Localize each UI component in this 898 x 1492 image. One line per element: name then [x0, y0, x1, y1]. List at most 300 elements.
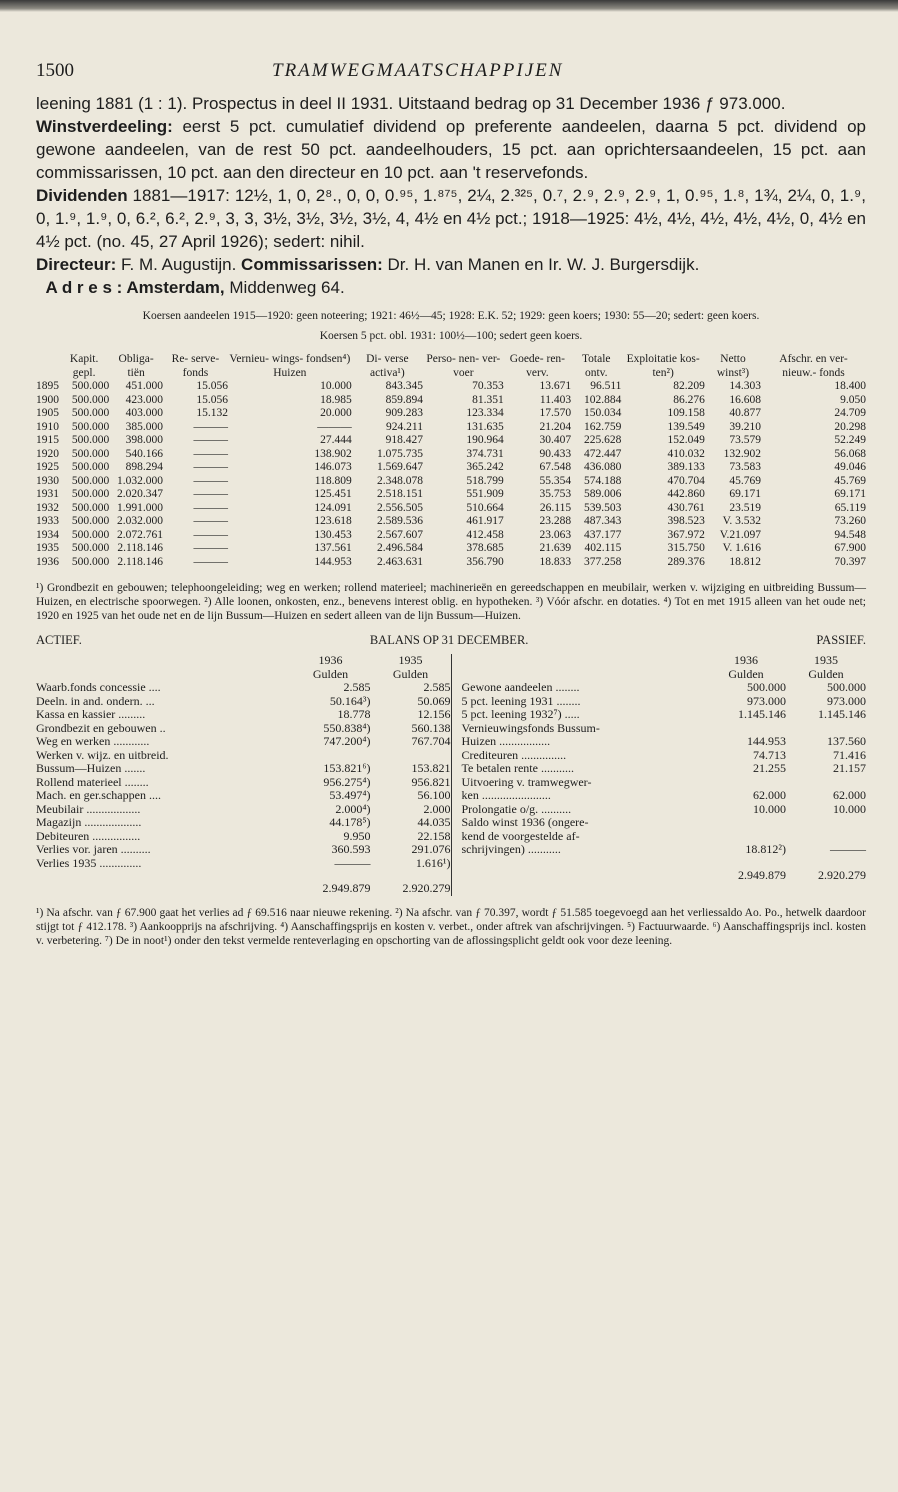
table-cell: 461.917: [466, 515, 504, 527]
column-header: Perso- nen- ver- voer: [426, 353, 501, 379]
table-cell: 65.119: [834, 501, 866, 514]
value-1936: 18.812²): [745, 842, 786, 856]
item-label: Huizen .................: [461, 734, 551, 748]
passief-row: [462, 695, 867, 709]
actief-row: [36, 816, 451, 830]
dividends-label: Dividenden: [36, 186, 128, 205]
address-text: Middenweg 64.: [224, 278, 345, 297]
table-cell: 49.046: [834, 461, 866, 473]
value-1935: 153.821: [411, 761, 451, 775]
value-1936: 956.275⁴): [323, 774, 371, 789]
value-1936: 2.585: [343, 680, 371, 694]
table-cell: 403.000: [125, 407, 163, 419]
unit-header: Gulden: [728, 666, 764, 681]
table-cell: 15.056: [196, 380, 228, 392]
table-cell: ———: [193, 488, 228, 500]
table-cell: 2.567.607: [376, 528, 423, 541]
table-cell: 132.902: [723, 447, 762, 460]
table-cell: ———: [193, 501, 228, 514]
table-cell: 918.427: [385, 434, 423, 446]
value-1935: [786, 830, 866, 844]
table-cell: 17.570: [539, 407, 572, 419]
item-label: Bussum—Huizen .......: [36, 761, 146, 775]
item-label: ken .......................: [461, 788, 551, 802]
table-row: [36, 502, 866, 516]
item-label: Verlies vor. jaren ..........: [36, 842, 151, 856]
table-cell: 21.204: [539, 420, 572, 433]
table-cell: 137.561: [314, 542, 352, 554]
table-cell: 2.496.584: [376, 542, 423, 554]
table-cell: 18.400: [834, 380, 866, 392]
profit-distribution-label: Winstverdeeling:: [36, 117, 173, 136]
actief-row: [36, 762, 451, 776]
actief-row: [36, 749, 451, 763]
table-cell: 470.704: [667, 474, 705, 487]
item-label: Rollend materieel ........: [36, 774, 149, 789]
passief-row: [462, 776, 867, 790]
table-cell: 90.433: [539, 447, 572, 460]
item-label: Verlies 1935 ..............: [36, 855, 142, 870]
value-1936: 62.000: [753, 788, 786, 802]
table-cell: 26.115: [539, 501, 572, 514]
table-cell: 35.753: [539, 488, 572, 500]
table-cell: 86.276: [673, 393, 705, 406]
table-cell: 423.000: [125, 393, 163, 406]
table-row: [36, 461, 866, 475]
table-cell: 1934: [36, 528, 59, 541]
table-cell: 410.032: [667, 447, 705, 460]
table-cell: 412.458: [466, 528, 504, 541]
column-header: Re- serve- fonds: [171, 353, 220, 379]
balance-heading: [36, 633, 866, 648]
value-1935: 12.156: [417, 707, 451, 721]
value-1936: 1.145.146: [738, 707, 786, 721]
actief-row: [36, 735, 451, 749]
table-cell: 15.056: [196, 393, 228, 406]
value-1936: 74.713: [753, 747, 786, 762]
table-cell: 70.353: [472, 380, 504, 392]
total-1935: 2.920.279: [402, 881, 451, 895]
value-1936: [706, 776, 786, 790]
table-cell: ———: [193, 420, 228, 433]
running-title: TRAMWEGMAATSCHAPPIJEN: [272, 60, 564, 81]
value-1935: 1.616¹): [415, 855, 451, 870]
financial-table-header: [36, 353, 866, 380]
column-header: Kapit. gepl.: [69, 353, 99, 379]
total-1935: 2.920.279: [818, 867, 866, 882]
table-cell: 23.519: [729, 501, 762, 514]
quotes-bonds: Koersen 5 pct. obl. 1931: 100½—100; sedert geen koers.: [319, 330, 583, 342]
table-cell: 16.608: [729, 393, 762, 406]
table-cell: ———: [317, 420, 352, 433]
quotes-shares: Koersen aandeelen 1915—1920: geen noteering; 1921: 46½—45; 1928: E.K. 52; 1929: geen koers; 1930: 55—20; sedert: geen koers.: [142, 310, 760, 322]
value-1936: 21.255: [753, 761, 786, 775]
table-cell: 225.628: [584, 434, 622, 446]
table-cell: 23.063: [539, 528, 572, 541]
column-header: Di- verse activa¹): [366, 353, 409, 379]
actief-row: [36, 789, 451, 803]
address-label: A d r e s :: [45, 278, 123, 297]
value-1935: [786, 722, 866, 736]
table-cell: 589.006: [584, 488, 622, 500]
table-cell: ———: [193, 515, 228, 527]
spacer: [462, 668, 707, 682]
passief-row: [462, 722, 867, 736]
table-cell: ———: [193, 434, 228, 446]
table-cell: 374.731: [466, 447, 504, 460]
column-header: Vernieu- wings- fondsen⁴) Huizen: [229, 353, 351, 379]
actief-row: [36, 722, 451, 736]
passief-row: [462, 803, 867, 817]
spacer: [36, 654, 291, 668]
company-text: [36, 92, 866, 299]
value-1936: [706, 722, 786, 736]
table-cell: 436.080: [584, 461, 622, 473]
table-cell: 500.000: [71, 393, 110, 406]
table-cell: 500.000: [71, 474, 110, 487]
table-cell: 131.635: [466, 420, 504, 433]
passief-row: [462, 843, 867, 857]
column-header: Totale ontv.: [581, 353, 611, 379]
table-cell: 500.000: [71, 501, 110, 514]
value-1936: ———: [334, 855, 371, 870]
commissioners-text: Dr. H. van Manen en Ir. W. J. Burgersdijk.: [382, 255, 700, 274]
value-1936: 153.821⁶): [323, 761, 371, 775]
table-row: [36, 434, 866, 448]
table-cell: 500.000: [71, 447, 110, 460]
table-cell: 500.000: [71, 434, 110, 446]
table-cell: 843.345: [385, 380, 423, 392]
page: [36, 60, 866, 948]
actief-row: [36, 695, 451, 709]
item-label: Werken v. wijz. en uitbreid.: [36, 747, 169, 762]
table-cell: 81.351: [472, 393, 504, 406]
table-cell: 487.343: [584, 515, 622, 527]
passief-row: [462, 681, 867, 695]
value-1935: 2.585: [423, 680, 451, 694]
item-label: kend de voorgestelde af-: [461, 828, 580, 843]
spacer: [36, 668, 291, 682]
table-cell: 1910: [36, 420, 59, 433]
table-cell: 377.258: [584, 555, 622, 568]
table-cell: 2.072.761: [116, 528, 163, 541]
value-1935: 71.416: [833, 747, 866, 762]
item-label: Meubilair ..................: [36, 801, 141, 816]
table-cell: 27.444: [320, 434, 352, 446]
financial-table-body: [36, 380, 866, 569]
table-cell: 315.750: [667, 542, 705, 554]
table-cell: 1925: [36, 461, 59, 473]
year-header: 1936: [734, 653, 758, 667]
balance-sheet: [36, 654, 866, 896]
value-1935: 973.000: [827, 693, 866, 708]
item-label: Crediteuren ...............: [461, 747, 567, 762]
actief-total-row: [36, 870, 451, 896]
actief-row: [36, 776, 451, 790]
unit-header: Gulden: [312, 666, 349, 681]
dividends-text: 1881—1917: 12½, 1, 0, 2⁸., 0, 0, 0.⁹⁵, 1.⁸⁷⁵, 2¼, 2.³²⁵, 0.⁷, 2.⁹, 2.⁹, 2.⁹, 1, 0.⁹⁵, 1.⁸, 1¾, 2¼, 0, 1.⁹, 0, 1.⁹, 1.⁹, 0, 6.², 6.², 2.⁹, 3, 3, 3½, 3½, 3½, 3½, 4, 4½ en 4½ pct.; 1918—1925: 4½, 4½, 4½, 4½, 4½, 0, 4½ en 4½ pct. (no. 45, 27 April 1926); sedert: nihil.: [36, 186, 866, 251]
table-cell: 82.209: [673, 380, 705, 392]
actief-row: [36, 843, 451, 857]
year-header: 1935: [814, 653, 838, 667]
table-cell: 45.769: [729, 474, 762, 487]
value-1935: 1.145.146: [818, 707, 866, 721]
table-row: [36, 475, 866, 489]
table-cell: 13.671: [539, 380, 572, 392]
table-cell: 162.759: [584, 420, 622, 433]
passief-row: [462, 749, 867, 763]
table-cell: 67.900: [834, 542, 866, 554]
balance-passief: [451, 654, 867, 896]
table-cell: 123.334: [466, 407, 504, 419]
table-cell: 102.884: [584, 393, 622, 406]
table-cell: 389.133: [667, 461, 705, 473]
table-cell: 2.518.151: [376, 488, 423, 500]
address: [36, 276, 866, 299]
loan-paragraph: leening 1881 (1 : 1). Prospectus in deel II 1931. Uitstaand bedrag op 31 December 1936 ƒ 973.000.: [36, 94, 786, 113]
scan-top-edge: [0, 0, 898, 12]
passief-row: [462, 830, 867, 844]
table-cell: 909.283: [385, 407, 423, 419]
table-cell: 190.964: [466, 434, 504, 446]
financial-table: [36, 353, 866, 569]
table-cell: 24.709: [834, 407, 866, 419]
table-cell: 1895: [36, 380, 59, 392]
table-cell: 67.548: [539, 461, 572, 473]
unit-header: Gulden: [392, 666, 429, 681]
table-cell: 96.511: [590, 380, 622, 392]
table-cell: 500.000: [71, 461, 110, 473]
year-header: 1936: [318, 653, 343, 667]
spacer: [462, 857, 707, 883]
table-cell: 11.403: [539, 393, 572, 406]
table-cell: 924.211: [386, 420, 423, 433]
item-label: Grondbezit en gebouwen ..: [36, 720, 166, 735]
table-cell: 55.354: [539, 474, 572, 487]
table-cell: 500.000: [71, 420, 110, 433]
table-cell: 39.210: [729, 420, 762, 433]
passief-year-row: [462, 654, 867, 668]
table-cell: 123.618: [314, 515, 352, 527]
table-cell: 18.833: [539, 555, 572, 568]
table-cell: 139.549: [667, 420, 705, 433]
actief-row: [36, 857, 451, 871]
actief-row: [36, 708, 451, 722]
table-row: [36, 515, 866, 529]
value-1935: 44.035: [417, 815, 451, 829]
table-row: [36, 556, 866, 570]
item-label: Kassa en kassier .........: [36, 707, 146, 721]
table-cell: 500.000: [71, 488, 110, 500]
value-1935: [786, 816, 866, 830]
table-cell: 1933: [36, 515, 59, 527]
table-cell: 500.000: [71, 515, 110, 527]
value-1936: [706, 816, 786, 830]
actief-label: ACTIEF.: [36, 633, 82, 647]
value-1936: [706, 830, 786, 844]
table-cell: 18.985: [320, 393, 352, 406]
management: [36, 253, 866, 276]
table-cell: ———: [193, 474, 228, 487]
table-cell: 289.376: [667, 555, 705, 568]
share-quotes: [36, 309, 866, 343]
passief-row: [462, 789, 867, 803]
item-label: Deeln. in and. ondern. ...: [36, 693, 155, 708]
column-header: Netto winst³): [716, 353, 750, 379]
value-1936: 500.000: [747, 680, 786, 694]
value-1936: 360.593: [331, 842, 371, 856]
actief-row: [36, 681, 451, 695]
table-row: [36, 542, 866, 556]
passief-unit-row: [462, 668, 867, 682]
value-1935: 21.157: [833, 761, 866, 775]
table-row: [36, 394, 866, 408]
table-cell: 859.894: [385, 393, 423, 406]
value-1936: 9.950: [343, 828, 371, 843]
value-1935: 2.000: [423, 801, 451, 816]
table-cell: 124.091: [314, 501, 352, 514]
table-cell: 146.073: [314, 461, 352, 473]
table-cell: 1931: [36, 488, 59, 500]
actief-unit-row: [36, 668, 451, 682]
table-cell: 9.050: [840, 393, 866, 406]
value-1936: 2.000⁴): [335, 801, 371, 816]
table-cell: 118.809: [314, 474, 352, 487]
item-label: Gewone aandeelen ........: [461, 680, 580, 694]
table-cell: 451.000: [125, 380, 163, 392]
value-1936: 18.778: [337, 707, 371, 721]
table-cell: 437.177: [584, 528, 622, 541]
director-label: Directeur:: [36, 255, 117, 274]
table-cell: 551.909: [466, 488, 504, 500]
financial-notes: ¹) Grondbezit en gebouwen; telephoongeleiding; weg en werken; rollend materieel; machinerieën en gereedschappen en meubilair, werken v. wijziging en uitbreiding Bussum—Huizen, en electrische spoorwegen. ²) Alle loonen, onkosten, enz., benevens interest oblig. en hypotheken. ³) Vóór afschr. en dotaties. ⁴) Tot en met 1915 alleen van het oude net; 1920 en 1925 van het oude net en de lijn Bussum—Huizen en sedert alleen van de lijn Bussum—Huizen.: [36, 582, 866, 622]
table-cell: 2.118.146: [117, 542, 163, 554]
table-cell: 1905: [36, 407, 59, 419]
table-cell: ———: [193, 447, 228, 460]
table-cell: V. 1.616: [722, 542, 762, 554]
table-cell: 540.166: [125, 447, 163, 460]
table-cell: 21.639: [539, 542, 572, 554]
table-cell: V. 3.532: [722, 515, 762, 527]
table-cell: 20.298: [834, 420, 866, 433]
table-cell: 2.556.505: [376, 501, 423, 514]
table-cell: 385.000: [125, 420, 163, 433]
table-cell: 2.463.631: [376, 555, 423, 568]
table-cell: 1920: [36, 447, 59, 460]
spacer: [462, 654, 707, 668]
table-cell: 70.397: [834, 555, 866, 568]
unit-header: Gulden: [808, 666, 844, 681]
table-cell: 1.569.647: [376, 461, 423, 473]
value-1935: 50.069: [417, 693, 451, 708]
table-cell: 367.972: [667, 528, 705, 541]
item-label: 5 pct. leening 1932⁷) .....: [461, 707, 580, 721]
table-cell: 18.812: [729, 555, 762, 568]
table-row: [36, 448, 866, 462]
value-1936: 53.497⁴): [329, 788, 371, 802]
table-cell: 500.000: [71, 528, 110, 541]
value-1935: 291.076: [411, 842, 451, 856]
value-1936: [291, 749, 371, 763]
table-cell: 472.447: [584, 447, 622, 460]
table-cell: 1900: [36, 393, 59, 406]
table-cell: ———: [193, 528, 228, 541]
director-text: F. M. Augustijn.: [116, 255, 242, 274]
table-cell: 23.288: [539, 515, 572, 527]
column-header: Obliga- tiën: [118, 353, 154, 379]
table-row: [36, 380, 866, 394]
column-header: [36, 353, 59, 380]
value-1936: 973.000: [747, 693, 786, 708]
table-cell: 398.523: [667, 515, 705, 527]
table-cell: 2.118.146: [117, 555, 163, 568]
table-cell: 15.132: [196, 407, 228, 419]
table-cell: ———: [193, 555, 228, 568]
table-cell: 500.000: [71, 542, 110, 554]
value-1936: 44.178⁵): [329, 815, 371, 829]
table-cell: V.21.097: [719, 528, 762, 541]
passief-row: [462, 735, 867, 749]
table-cell: 56.068: [834, 447, 866, 460]
table-cell: 73.583: [729, 461, 762, 473]
balance-title: BALANS OP 31 DECEMBER.: [369, 633, 529, 647]
column-header: Exploitatie kos- ten²): [626, 353, 700, 379]
dividends: [36, 184, 866, 253]
table-cell: 1.032.000: [116, 474, 163, 487]
table-cell: 2.348.078: [376, 474, 423, 487]
table-cell: 898.294: [125, 461, 163, 473]
actief-year-row: [36, 654, 451, 668]
table-cell: ———: [193, 461, 228, 473]
table-cell: 2.589.536: [376, 515, 423, 527]
table-cell: 125.451: [314, 488, 352, 500]
table-cell: 40.877: [729, 407, 762, 419]
table-cell: 1.075.735: [376, 447, 423, 460]
table-cell: 365.242: [466, 461, 504, 473]
table-cell: 45.769: [834, 474, 866, 487]
table-row: [36, 529, 866, 543]
table-cell: 1915: [36, 434, 59, 446]
table-cell: 1.991.000: [116, 501, 163, 514]
value-1935: 956.821: [411, 774, 451, 789]
value-1935: 767.704: [411, 734, 451, 748]
table-cell: 130.453: [314, 528, 352, 541]
value-1935: [786, 776, 866, 790]
passief-row: [462, 708, 867, 722]
table-cell: 69.171: [729, 488, 762, 500]
value-1936: 550.838⁴): [323, 720, 371, 735]
year-header: 1935: [398, 653, 423, 667]
address-city: Amsterdam,: [122, 278, 225, 297]
column-header: Afschr. en ver- nieuw.- fonds: [779, 353, 848, 379]
table-cell: 73.260: [834, 515, 866, 527]
actief-row: [36, 803, 451, 817]
value-1935: 56.100: [417, 788, 451, 802]
table-cell: 10.000: [320, 380, 352, 392]
table-cell: 69.171: [834, 488, 866, 500]
table-cell: 138.902: [314, 447, 352, 460]
value-1935: 62.000: [833, 788, 866, 802]
value-1936: 144.953: [747, 734, 786, 748]
item-label: Prolongatie o/g. ..........: [461, 801, 572, 816]
item-label: Magazijn ...................: [36, 815, 142, 829]
value-1935: 10.000: [833, 801, 866, 816]
balance-notes: ¹) Na afschr. van ƒ 67.900 gaat het verlies ad ƒ 69.516 naar nieuwe rekening. ²) Na afschr. van ƒ 70.397, wordt ƒ 51.585 toegevoegd aan het verliessaldo Ao. Po., hetwelk daardoor stijgt tot ƒ 412.178. ³) Aankoopprijs na afschrijving. ⁴) Aanschaffingsprijs en kosten v. verbet., onder aftrek van afschrijvingen. ⁵) Factuurwaarde. ⁶) Aanschaffingsprijs incl. kosten v. verbetering. ⁷) De in noot¹) onder den tekst vermelde renteverlaging en opschorting van de aflossingsplicht geldt ook voor deze leening.: [36, 906, 866, 947]
item-label: Te betalen rente ...........: [461, 761, 574, 775]
table-cell: 500.000: [71, 407, 110, 419]
column-header: Goede- ren- verv.: [509, 353, 565, 379]
passief-row: [462, 816, 867, 830]
